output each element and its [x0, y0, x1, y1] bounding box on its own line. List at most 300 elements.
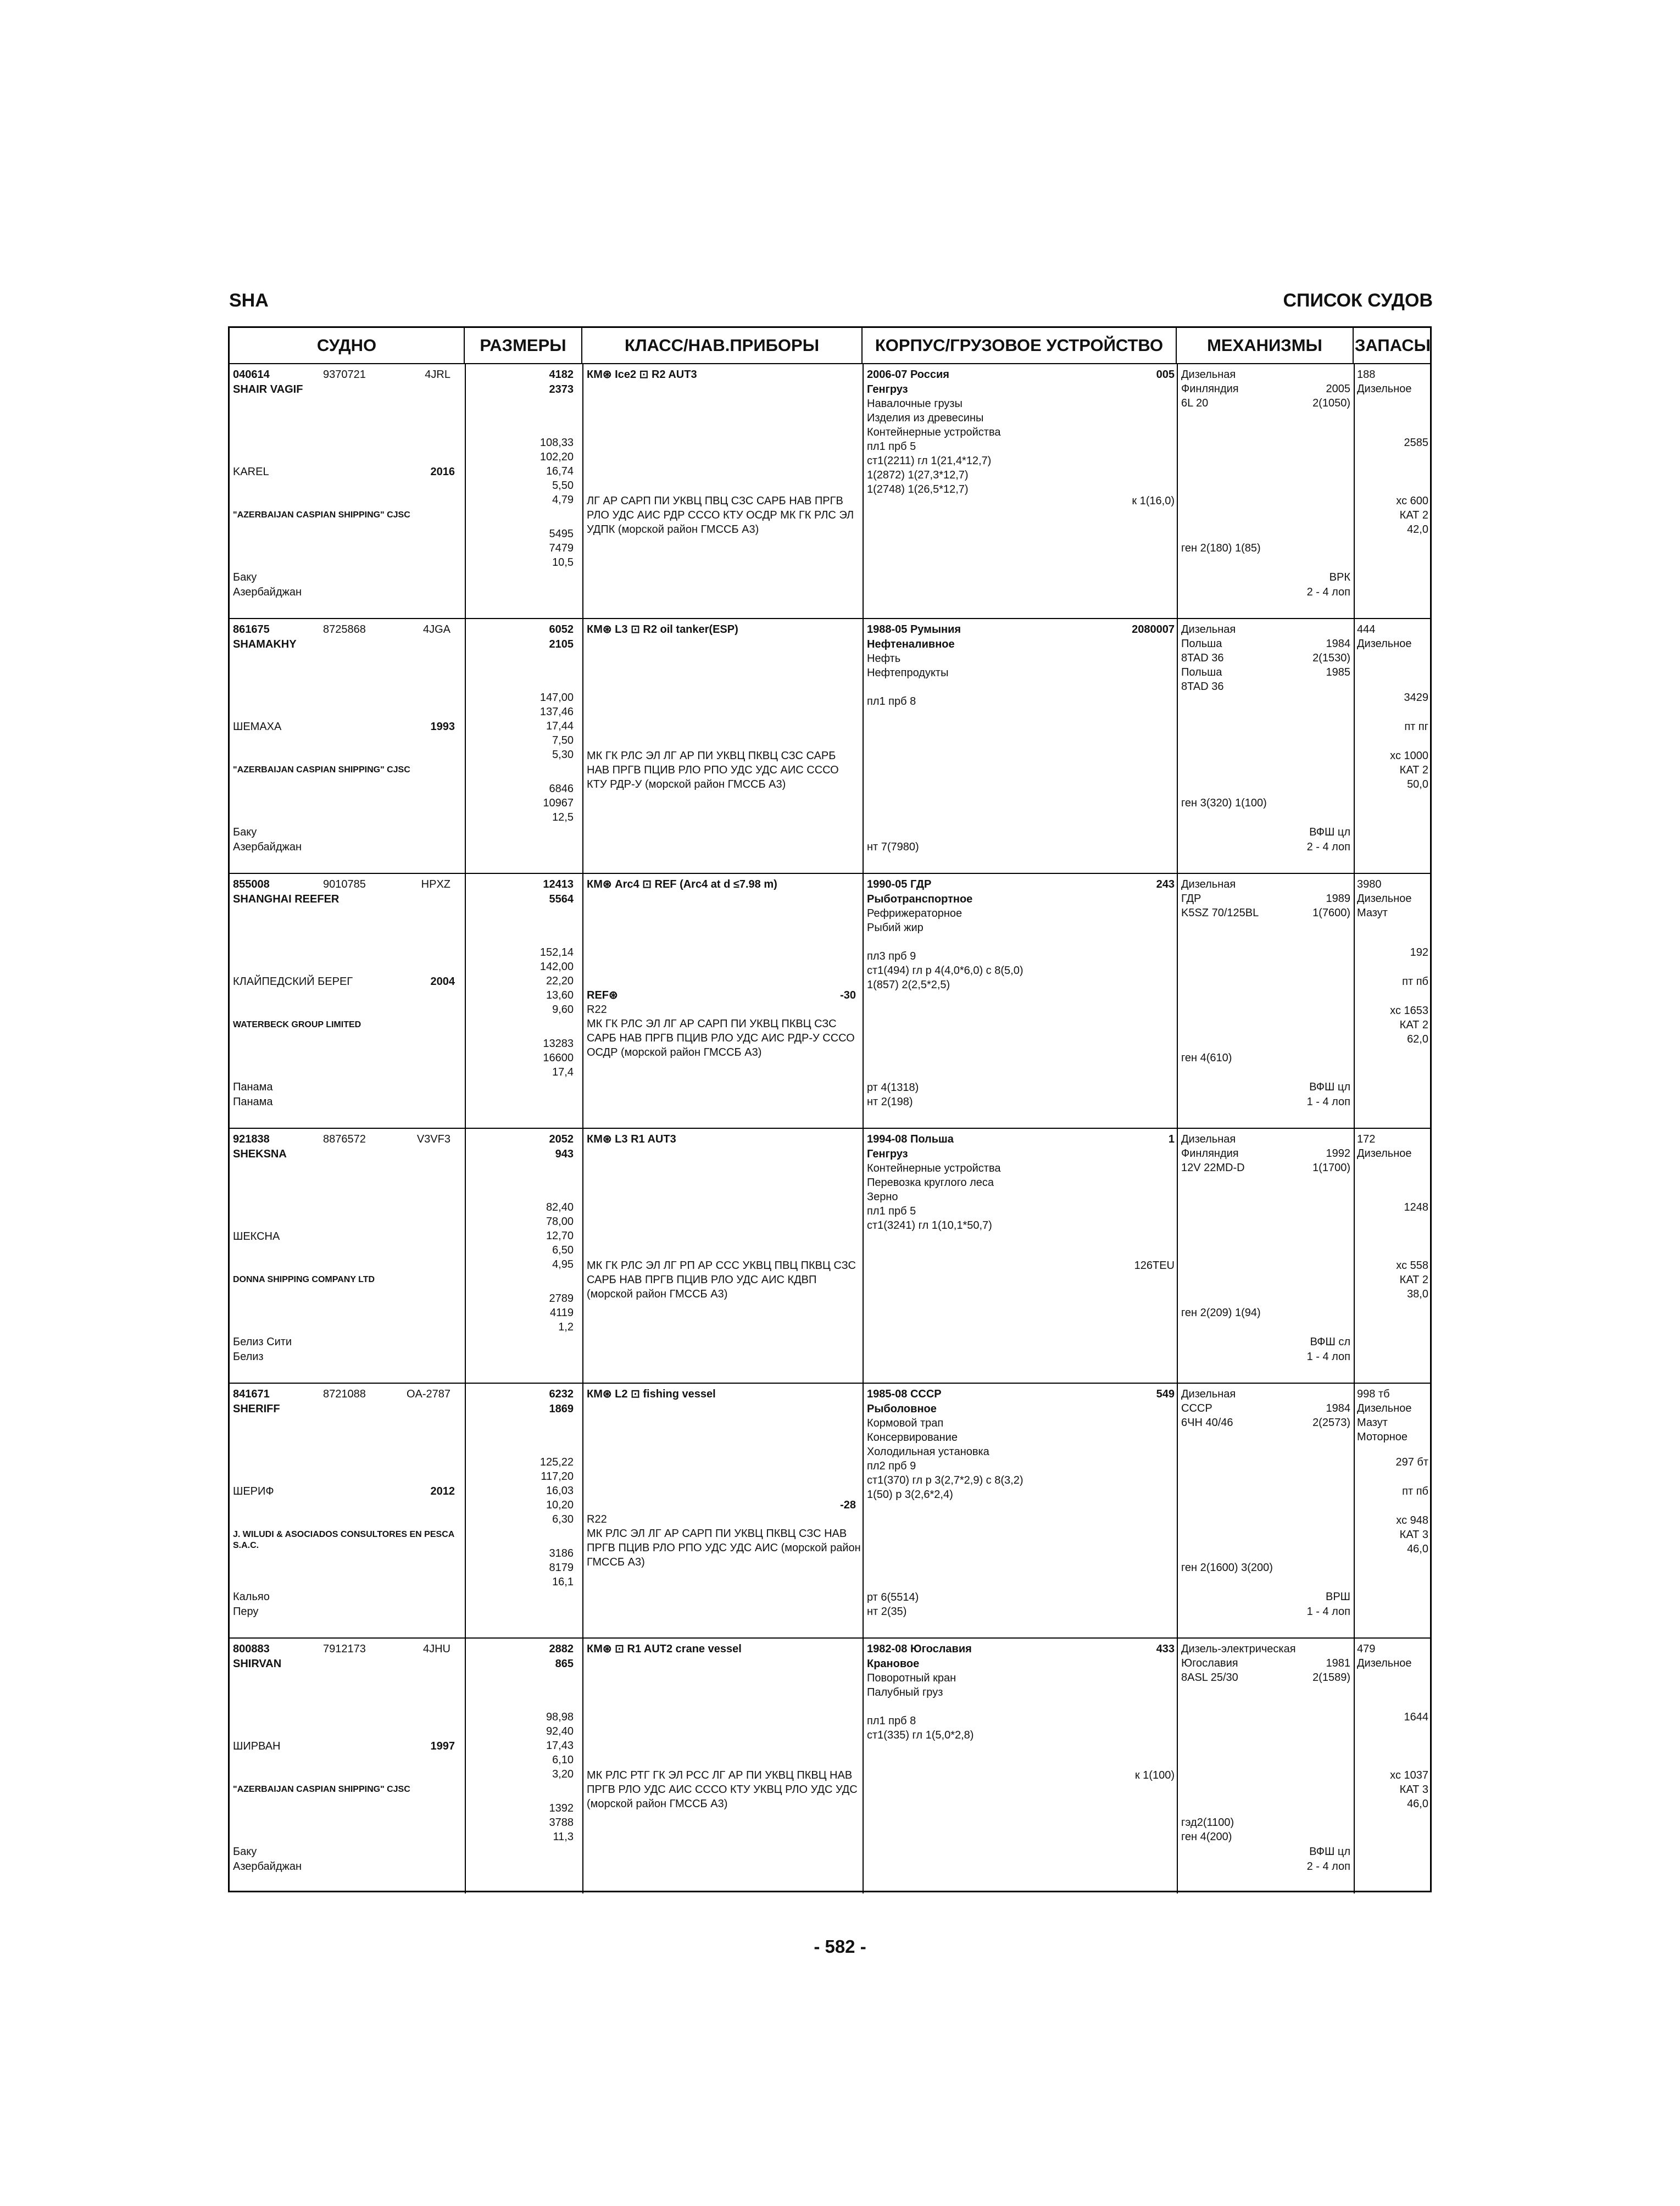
fuel-type: пт пб	[1402, 1485, 1428, 1497]
generator-line: ген 2(209) 1(94)	[1181, 1307, 1261, 1319]
refrigeration-temp: -30	[840, 989, 856, 1001]
hull-cargo-line: пл1 прб 8	[867, 1715, 916, 1727]
hull-cargo-line: 1(2748) 1(26,5*12,7)	[867, 483, 969, 495]
machinery-line: Польша	[1181, 638, 1222, 650]
hull-cargo-line: Палубный груз	[867, 1686, 943, 1698]
gross-tonnage: 865	[555, 1658, 574, 1670]
call-sign: 4JHU	[422, 1643, 450, 1655]
gross-tonnage: 943	[555, 1148, 574, 1160]
class-notation: КМ⊛ L3 R1 AUT3	[587, 1133, 676, 1145]
capacity-value: 16600	[543, 1052, 574, 1064]
machinery-line: Дизельная	[1181, 1133, 1236, 1145]
nav-equipment: МК РЛС ЭЛ ЛГ АР САРП ПИ УКВЦ ПКВЦ СЗС НАВ ПРГВ ПЦИВ РЛО РПО УДС УДС АИС (морской район ГМССБ А3)	[587, 1528, 861, 1568]
former-name-year: 1997	[430, 1740, 455, 1752]
supply-line: КАТ 2	[1399, 1019, 1428, 1031]
machinery-value: 1984	[1326, 1402, 1350, 1414]
dimension-value: 108,33	[539, 437, 574, 449]
dimension-value: 17,44	[546, 720, 574, 732]
call-sign: 4JGA	[422, 623, 450, 636]
column-divider	[465, 1384, 466, 1637]
column-divider	[465, 364, 466, 618]
column-divider	[1177, 364, 1178, 618]
capacity-value: 17,4	[552, 1066, 574, 1078]
hull-cargo-line: 1(2872) 1(27,3*12,7)	[867, 469, 969, 481]
former-name-year: 2016	[430, 466, 455, 478]
imo-number: 9370721	[323, 369, 366, 381]
column-divider	[1354, 364, 1355, 618]
yard-number: 243	[1156, 878, 1175, 890]
propeller-type: ВФШ сл	[1310, 1336, 1350, 1348]
deadweight: 12413	[543, 878, 574, 890]
supply-line: хс 948	[1396, 1514, 1428, 1527]
build-year-country: 2006-07 Россия	[867, 369, 949, 381]
hull-cargo-line: 1(50) р 3(2,6*2,4)	[867, 1489, 953, 1501]
capacity-value: 12,5	[552, 811, 574, 823]
reg-number: 861675	[233, 623, 270, 636]
imo-number: 8725868	[323, 623, 366, 636]
machinery-line: Югославия	[1181, 1657, 1238, 1669]
capacity-value: 10967	[543, 797, 574, 809]
home-port: Баку	[233, 826, 257, 838]
hull-cargo-line: Нефтепродукты	[867, 667, 949, 679]
capacity-value: 3788	[549, 1817, 574, 1829]
capacity-value: 8179	[549, 1562, 574, 1574]
supply-line: Дизельное	[1357, 1402, 1412, 1414]
machinery-value: 2(2573)	[1312, 1417, 1350, 1429]
gross-tonnage: 1869	[549, 1403, 574, 1415]
refrigeration-temp: -28	[840, 1499, 856, 1511]
class-notation: КМ⊛ ⊡ R1 AUT2 crane vessel	[587, 1643, 742, 1655]
dimension-value: 10,20	[546, 1499, 574, 1511]
machinery-line: 8TAD 36	[1181, 652, 1224, 664]
hull-cargo-line: Изделия из древесины	[867, 412, 984, 424]
dimension-value: 117,20	[541, 1470, 574, 1483]
propeller-blades: 2 - 4 лоп	[1306, 1860, 1350, 1873]
column-divider	[863, 364, 864, 618]
hull-cargo-line: пл3 прб 9	[867, 950, 916, 962]
column-divider	[1354, 1129, 1355, 1383]
deadweight: 6232	[549, 1388, 574, 1400]
machinery-line: Польша	[1181, 666, 1222, 678]
supply-line: КАТ 3	[1399, 1529, 1428, 1541]
home-port: Баку	[233, 1846, 257, 1858]
home-port: Белиз Сити	[233, 1336, 292, 1348]
machinery-value: 1992	[1326, 1147, 1350, 1160]
supply-line: 188	[1357, 369, 1376, 381]
deadweight: 2882	[549, 1643, 574, 1655]
capacity-value: 5495	[549, 528, 574, 540]
home-port: Панама	[233, 1081, 273, 1093]
column-divider	[863, 874, 864, 1128]
column-divider	[582, 1639, 583, 1893]
supply-line: Дизельное	[1357, 638, 1412, 650]
hull-cargo-line: Кормовой трап	[867, 1417, 944, 1429]
machinery-value: 1(7600)	[1312, 907, 1350, 919]
hull-cargo-line: 1(857) 2(2,5*2,5)	[867, 979, 950, 991]
supply-line: хс 1653	[1390, 1005, 1428, 1017]
hull-cargo-line: Крановое	[867, 1658, 920, 1670]
supply-line: Дизельное	[1357, 1657, 1412, 1669]
column-divider	[465, 1129, 466, 1383]
ship-entry	[230, 619, 1430, 874]
generator-line: гэд2(1100)	[1181, 1817, 1234, 1829]
owner-name: J. WILUDI & ASOCIADOS CONSULTORES EN PESCA S.A.C.	[233, 1530, 454, 1550]
yard-number: 005	[1156, 369, 1175, 381]
supply-line: КАТ 2	[1399, 509, 1428, 521]
page-prefix: SHA	[229, 290, 269, 311]
owner-name: "AZERBAIJAN CASPIAN SHIPPING" CJSC	[233, 1785, 410, 1794]
hull-cargo-line: пл1 прб 5	[867, 441, 916, 453]
supply-line: хс 1037	[1390, 1769, 1428, 1781]
ship-name: SHANGHAI REEFER	[233, 893, 340, 905]
hull-cargo-line: Рыботранспортное	[867, 893, 973, 905]
build-year-country: 1985-08 СССР	[867, 1388, 942, 1400]
column-divider	[465, 874, 466, 1128]
machinery-line: 12V 22MD-D	[1181, 1162, 1245, 1174]
hull-extra: к 1(100)	[1134, 1769, 1175, 1781]
column-divider	[863, 619, 864, 873]
supply-value: 1644	[1404, 1711, 1428, 1723]
supply-value: 1248	[1404, 1201, 1428, 1213]
imo-number: 7912173	[323, 1643, 366, 1655]
dimension-value: 22,20	[546, 975, 574, 987]
machinery-line: 8TAD 36	[1181, 681, 1224, 693]
supply-line: Дизельное	[1357, 893, 1412, 905]
column-divider	[1177, 1129, 1178, 1383]
dimension-value: 13,60	[546, 989, 574, 1001]
hull-cargo-line: Рыбий жир	[867, 922, 924, 934]
supply-line: 172	[1357, 1133, 1376, 1145]
hull-cargo-line: Нефть	[867, 653, 901, 665]
dimension-value: 4,95	[552, 1258, 574, 1271]
hull-extra: к 1(16,0)	[1132, 495, 1175, 507]
machinery-line: ГДР	[1181, 893, 1201, 905]
former-name-year: 2012	[430, 1485, 455, 1497]
ship-name: SHIRVAN	[233, 1658, 282, 1670]
machinery-value: 1984	[1326, 638, 1350, 650]
hull-cargo-line: Холодильная установка	[867, 1446, 989, 1458]
propeller-blades: 1 - 4 лоп	[1306, 1351, 1350, 1363]
gross-tonnage: 2373	[549, 383, 574, 395]
imo-number: 8721088	[323, 1388, 366, 1400]
class-notation: КМ⊛ Ice2 ⊡ R2 AUT3	[587, 369, 697, 381]
hull-cargo-line: ст1(2211) гл 1(21,4*12,7)	[867, 455, 992, 467]
machinery-line: 8ASL 25/30	[1181, 1672, 1238, 1684]
capacity-value: 4119	[549, 1307, 574, 1319]
machinery-value: 1(1700)	[1312, 1162, 1350, 1174]
flag-state: Перу	[233, 1606, 259, 1618]
machinery-value: 2(1589)	[1312, 1672, 1350, 1684]
tank-line: нт 7(7980)	[867, 841, 919, 853]
refrigeration-class: REF⊛	[587, 989, 618, 1001]
dimension-value: 6,30	[552, 1513, 574, 1525]
reg-number: 040614	[233, 369, 270, 381]
hull-cargo-line: пл1 прб 8	[867, 695, 916, 708]
generator-line: ген 2(1600) 3(200)	[1181, 1562, 1273, 1574]
column-divider	[1354, 874, 1355, 1128]
capacity-value: 3186	[549, 1547, 574, 1559]
hull-cargo-line: ст1(494) гл р 4(4,0*6,0) с 8(5,0)	[867, 965, 1023, 977]
tank-line: нт 2(198)	[867, 1096, 913, 1108]
owner-name: "AZERBAIJAN CASPIAN SHIPPING" CJSC	[233, 765, 410, 775]
hull-cargo-line: Генгруз	[867, 383, 908, 395]
flag-state: Белиз	[233, 1351, 264, 1363]
former-name: КЛАЙПЕДСКИЙ БЕРЕГ	[233, 976, 353, 988]
yard-number: 1	[1168, 1133, 1175, 1145]
dimension-value: 9,60	[552, 1004, 574, 1016]
capacity-value: 16,1	[552, 1576, 574, 1588]
column-divider	[582, 1384, 583, 1637]
column-divider	[465, 619, 466, 873]
machinery-line: Дизельная	[1181, 1388, 1236, 1400]
machinery-line: Дизельная	[1181, 369, 1236, 381]
col-ship: СУДНО	[230, 328, 465, 363]
supply-line: Мазут	[1357, 907, 1388, 919]
capacity-value: 1,2	[558, 1321, 574, 1333]
column-divider	[863, 1639, 864, 1893]
nav-equipment: МК ГК РЛС ЭЛ ЛГ АР САРП ПИ УКВЦ ПКВЦ СЗС САРБ НАВ ПРГВ ПЦИВ РЛО УДС АИС РДР-У СССО ОСДР (морской район ГМССБ А3)	[587, 1018, 855, 1059]
dimension-value: 152,14	[539, 946, 574, 959]
ship-register-table	[228, 326, 1432, 1892]
machinery-line: 6ЧН 40/46	[1181, 1417, 1233, 1429]
column-divider	[863, 1129, 864, 1383]
ship-name: SHERIFF	[233, 1403, 280, 1415]
col-class-nav: КЛАСС/НАВ.ПРИБОРЫ	[582, 328, 863, 363]
reg-number: 800883	[233, 1643, 270, 1655]
propeller-blades: 1 - 4 лоп	[1306, 1096, 1350, 1108]
supply-line: Дизельное	[1357, 383, 1412, 395]
yard-number: 433	[1156, 1643, 1175, 1655]
supply-line: 3980	[1357, 878, 1382, 890]
supply-line: 50,0	[1407, 778, 1428, 790]
former-name: ШИРВАН	[233, 1740, 281, 1752]
call-sign: V3VF3	[416, 1133, 450, 1145]
supply-line: 42,0	[1407, 523, 1428, 536]
build-year-country: 1994-08 Польша	[867, 1133, 954, 1145]
dimension-value: 5,50	[552, 480, 574, 492]
generator-line: ген 4(610)	[1181, 1052, 1232, 1064]
hull-cargo-line: ст1(335) гл 1(5,0*2,8)	[867, 1729, 974, 1741]
ship-entry	[230, 874, 1430, 1129]
machinery-value: 1985	[1326, 666, 1350, 678]
flag-state: Азербайджан	[233, 1860, 302, 1873]
gross-tonnage: 2105	[549, 638, 574, 650]
supply-line: хс 600	[1396, 495, 1428, 507]
ship-name: SHEKSNA	[233, 1148, 287, 1160]
dimension-value: 102,20	[539, 451, 574, 463]
machinery-line: Дизель-электрическая	[1181, 1643, 1296, 1655]
machinery-line: Дизельная	[1181, 623, 1236, 636]
former-name: ШЕКСНА	[233, 1230, 280, 1243]
column-divider	[1177, 619, 1178, 873]
build-year-country: 1990-05 ГДР	[867, 878, 932, 890]
supply-value: 3429	[1404, 692, 1428, 704]
supply-line: 62,0	[1407, 1033, 1428, 1045]
former-name-year: 2004	[430, 976, 455, 988]
class-notation: КМ⊛ L2 ⊡ fishing vessel	[587, 1388, 716, 1400]
supply-line: хс 1000	[1390, 750, 1428, 762]
capacity-value: 13283	[543, 1038, 574, 1050]
supply-line: КАТ 2	[1399, 1274, 1428, 1286]
call-sign: HPXZ	[421, 878, 450, 890]
tank-line: рт 4(1318)	[867, 1082, 919, 1094]
ship-entry	[230, 1384, 1430, 1639]
home-port: Кальяо	[233, 1591, 270, 1603]
generator-line: ген 3(320) 1(100)	[1181, 797, 1267, 809]
propeller-type: ВФШ цл	[1309, 826, 1350, 838]
hull-cargo-line: Рыболовное	[867, 1403, 937, 1415]
dimension-value: 137,46	[539, 706, 574, 718]
dimension-value: 3,20	[552, 1768, 574, 1780]
column-divider	[465, 1639, 466, 1893]
fuel-type: пт пб	[1402, 976, 1428, 988]
column-divider	[582, 874, 583, 1128]
column-divider	[1177, 1384, 1178, 1637]
column-divider	[582, 1129, 583, 1383]
propeller-type: ВФШ цл	[1309, 1081, 1350, 1093]
hull-cargo-line: Контейнерные устройства	[867, 1162, 1001, 1174]
build-year-country: 1982-08 Югославия	[867, 1643, 972, 1655]
page-number: - 582 -	[814, 1936, 866, 1957]
col-hull-cargo: КОРПУС/ГРУЗОВОЕ УСТРОЙСТВО	[863, 328, 1177, 363]
class-notation: КМ⊛ Arc4 ⊡ REF (Arc4 at d ≤7.98 m)	[587, 878, 777, 890]
dimension-value: 142,00	[539, 961, 574, 973]
col-supplies: ЗАПАСЫ	[1354, 336, 1431, 355]
dimension-value: 16,74	[546, 465, 574, 477]
dimension-value: 147,00	[539, 692, 574, 704]
reg-number: 921838	[233, 1133, 270, 1145]
call-sign: 4JRL	[425, 369, 450, 381]
hull-cargo-line: Генгруз	[867, 1148, 908, 1160]
former-name: ШЕМАХА	[233, 721, 282, 733]
machinery-value: 2(1050)	[1312, 397, 1350, 409]
home-port: Баку	[233, 571, 257, 583]
dimension-value: 7,50	[552, 734, 574, 747]
supply-line: 998 тб	[1357, 1388, 1390, 1400]
supply-line: хс 558	[1396, 1260, 1428, 1272]
machinery-line: 6L 20	[1181, 397, 1209, 409]
nav-equipment: МК РЛС РТГ ГК ЭЛ РСС ЛГ АР ПИ УКВЦ ПКВЦ НАВ ПРГВ РЛО УДС АИС СССО КТУ УКВЦ РЛО УДС УДС (морской район ГМССБ А3)	[587, 1769, 858, 1810]
machinery-line: СССР	[1181, 1402, 1212, 1414]
capacity-value: 1392	[549, 1802, 574, 1814]
machinery-value: 1981	[1326, 1657, 1350, 1669]
hull-cargo-line: ст1(370) гл р 3(2,7*2,9) с 8(3,2)	[867, 1474, 1023, 1486]
deadweight: 6052	[549, 623, 574, 636]
hull-cargo-line: пл1 прб 5	[867, 1205, 916, 1217]
supply-line: 46,0	[1407, 1543, 1428, 1555]
capacity-value: 6846	[549, 783, 574, 795]
propeller-type: ВРШ	[1325, 1591, 1350, 1603]
hull-cargo-line: Поворотный кран	[867, 1672, 956, 1684]
tank-line: рт 6(5514)	[867, 1591, 919, 1603]
dimension-value: 4,79	[552, 494, 574, 506]
hull-cargo-line: Зерно	[867, 1191, 898, 1203]
dimension-value: 16,03	[546, 1485, 574, 1497]
nav-equipment: МК ГК РЛС ЭЛ ЛГ РП АР ССС УКВЦ ПВЦ ПКВЦ СЗС САРБ НАВ ПРГВ ПЦИВ РЛО УДС АИС КДВП (морской район ГМССБ А3)	[587, 1260, 856, 1300]
ship-entry	[230, 1129, 1430, 1384]
machinery-line: K5SZ 70/125BL	[1181, 907, 1259, 919]
supply-value: 297 бт	[1395, 1456, 1428, 1468]
owner-name: DONNA SHIPPING COMPANY LTD	[233, 1275, 375, 1284]
former-name: ШЕРИФ	[233, 1485, 274, 1497]
machinery-value: 2(1530)	[1312, 652, 1350, 664]
hull-cargo-line: Рефрижераторное	[867, 907, 963, 920]
capacity-value: 11,3	[553, 1831, 574, 1843]
col-machinery: МЕХАНИЗМЫ	[1177, 328, 1354, 363]
reg-number: 855008	[233, 878, 270, 890]
column-divider	[863, 1384, 864, 1637]
call-sign: OA-2787	[406, 1388, 450, 1400]
yard-number: 2080007	[1132, 623, 1175, 636]
ship-name: SHAIR VAGIF	[233, 383, 303, 395]
propeller-blades: 1 - 4 лоп	[1306, 1606, 1350, 1618]
propeller-type: ВФШ цл	[1309, 1846, 1350, 1858]
ship-name: SHAMAKHY	[233, 638, 297, 650]
owner-name: WATERBECK GROUP LIMITED	[233, 1020, 361, 1029]
dimension-value: 17,43	[546, 1740, 574, 1752]
machinery-line: Финляндия	[1181, 1147, 1239, 1160]
supply-value: 192	[1410, 946, 1428, 959]
dimension-value: 98,98	[546, 1711, 574, 1723]
page-title: СПИСОК СУДОВ	[1283, 290, 1433, 311]
ship-entry	[230, 1639, 1430, 1893]
hull-cargo-line: пл2 прб 9	[867, 1460, 916, 1472]
reg-number: 841671	[233, 1388, 270, 1400]
col-dimensions: РАЗМЕРЫ	[465, 328, 582, 363]
owner-name: "AZERBAIJAN CASPIAN SHIPPING" CJSC	[233, 510, 410, 520]
column-divider	[1354, 619, 1355, 873]
hull-cargo-line: Перевозка круглого леса	[867, 1177, 994, 1189]
gross-tonnage: 5564	[549, 893, 574, 905]
tank-line: нт 2(35)	[867, 1606, 907, 1618]
column-divider	[582, 364, 583, 618]
dimension-value: 78,00	[546, 1216, 574, 1228]
hull-cargo-line: ст1(3241) гл 1(10,1*50,7)	[867, 1219, 992, 1232]
dimension-value: 12,70	[546, 1230, 574, 1242]
machinery-line: Дизельная	[1181, 878, 1236, 890]
supply-line: КАТ 3	[1399, 1784, 1428, 1796]
supply-line: КАТ 2	[1399, 764, 1428, 776]
dimension-value: 6,10	[552, 1754, 574, 1766]
nav-equipment: МК ГК РЛС ЭЛ ЛГ АР ПИ УКВЦ ПКВЦ СЗС САРБ НАВ ПРГВ ПЦИВ РЛО РПО УДС УДС АИС СССО КТУ РДР-У (морской район ГМССБ А3)	[587, 750, 839, 790]
machinery-value: 2005	[1326, 383, 1350, 395]
hull-cargo-line: Консервирование	[867, 1431, 958, 1444]
supply-line: Моторное	[1357, 1431, 1408, 1443]
yard-number: 549	[1156, 1388, 1175, 1400]
capacity-value: 7479	[549, 542, 574, 554]
fuel-type: пт пг	[1404, 721, 1428, 733]
column-divider	[1177, 874, 1178, 1128]
deadweight: 2052	[549, 1133, 574, 1145]
hull-cargo-line: Нефтеналивное	[867, 638, 955, 650]
class-notation: КМ⊛ L3 ⊡ R2 oil tanker(ESP)	[587, 623, 738, 636]
supply-line: 444	[1357, 623, 1376, 636]
dimension-value: 5,30	[552, 749, 574, 761]
column-divider	[1177, 1639, 1178, 1893]
propeller-blades: 2 - 4 лоп	[1306, 841, 1350, 853]
generator-line: ген 4(200)	[1181, 1831, 1232, 1843]
supply-line: 479	[1357, 1643, 1376, 1655]
nav-equipment: ЛГ АР САРП ПИ УКВЦ ПВЦ СЗС САРБ НАВ ПРГВ РЛО УДС АИС РДР СССО КТУ ОСДР МК ГК РЛС ЭЛ УДПК (морской район ГМССБ А3)	[587, 495, 854, 536]
generator-line: ген 2(180) 1(85)	[1181, 542, 1261, 554]
dimension-value: 92,40	[546, 1725, 574, 1737]
capacity-value: 2789	[549, 1293, 574, 1305]
propeller-type: ВРК	[1329, 571, 1350, 583]
machinery-line: Финляндия	[1181, 383, 1239, 395]
deadweight: 4182	[549, 369, 574, 381]
hull-extra: 126TEU	[1134, 1260, 1175, 1272]
build-year-country: 1988-05 Румыния	[867, 623, 961, 636]
